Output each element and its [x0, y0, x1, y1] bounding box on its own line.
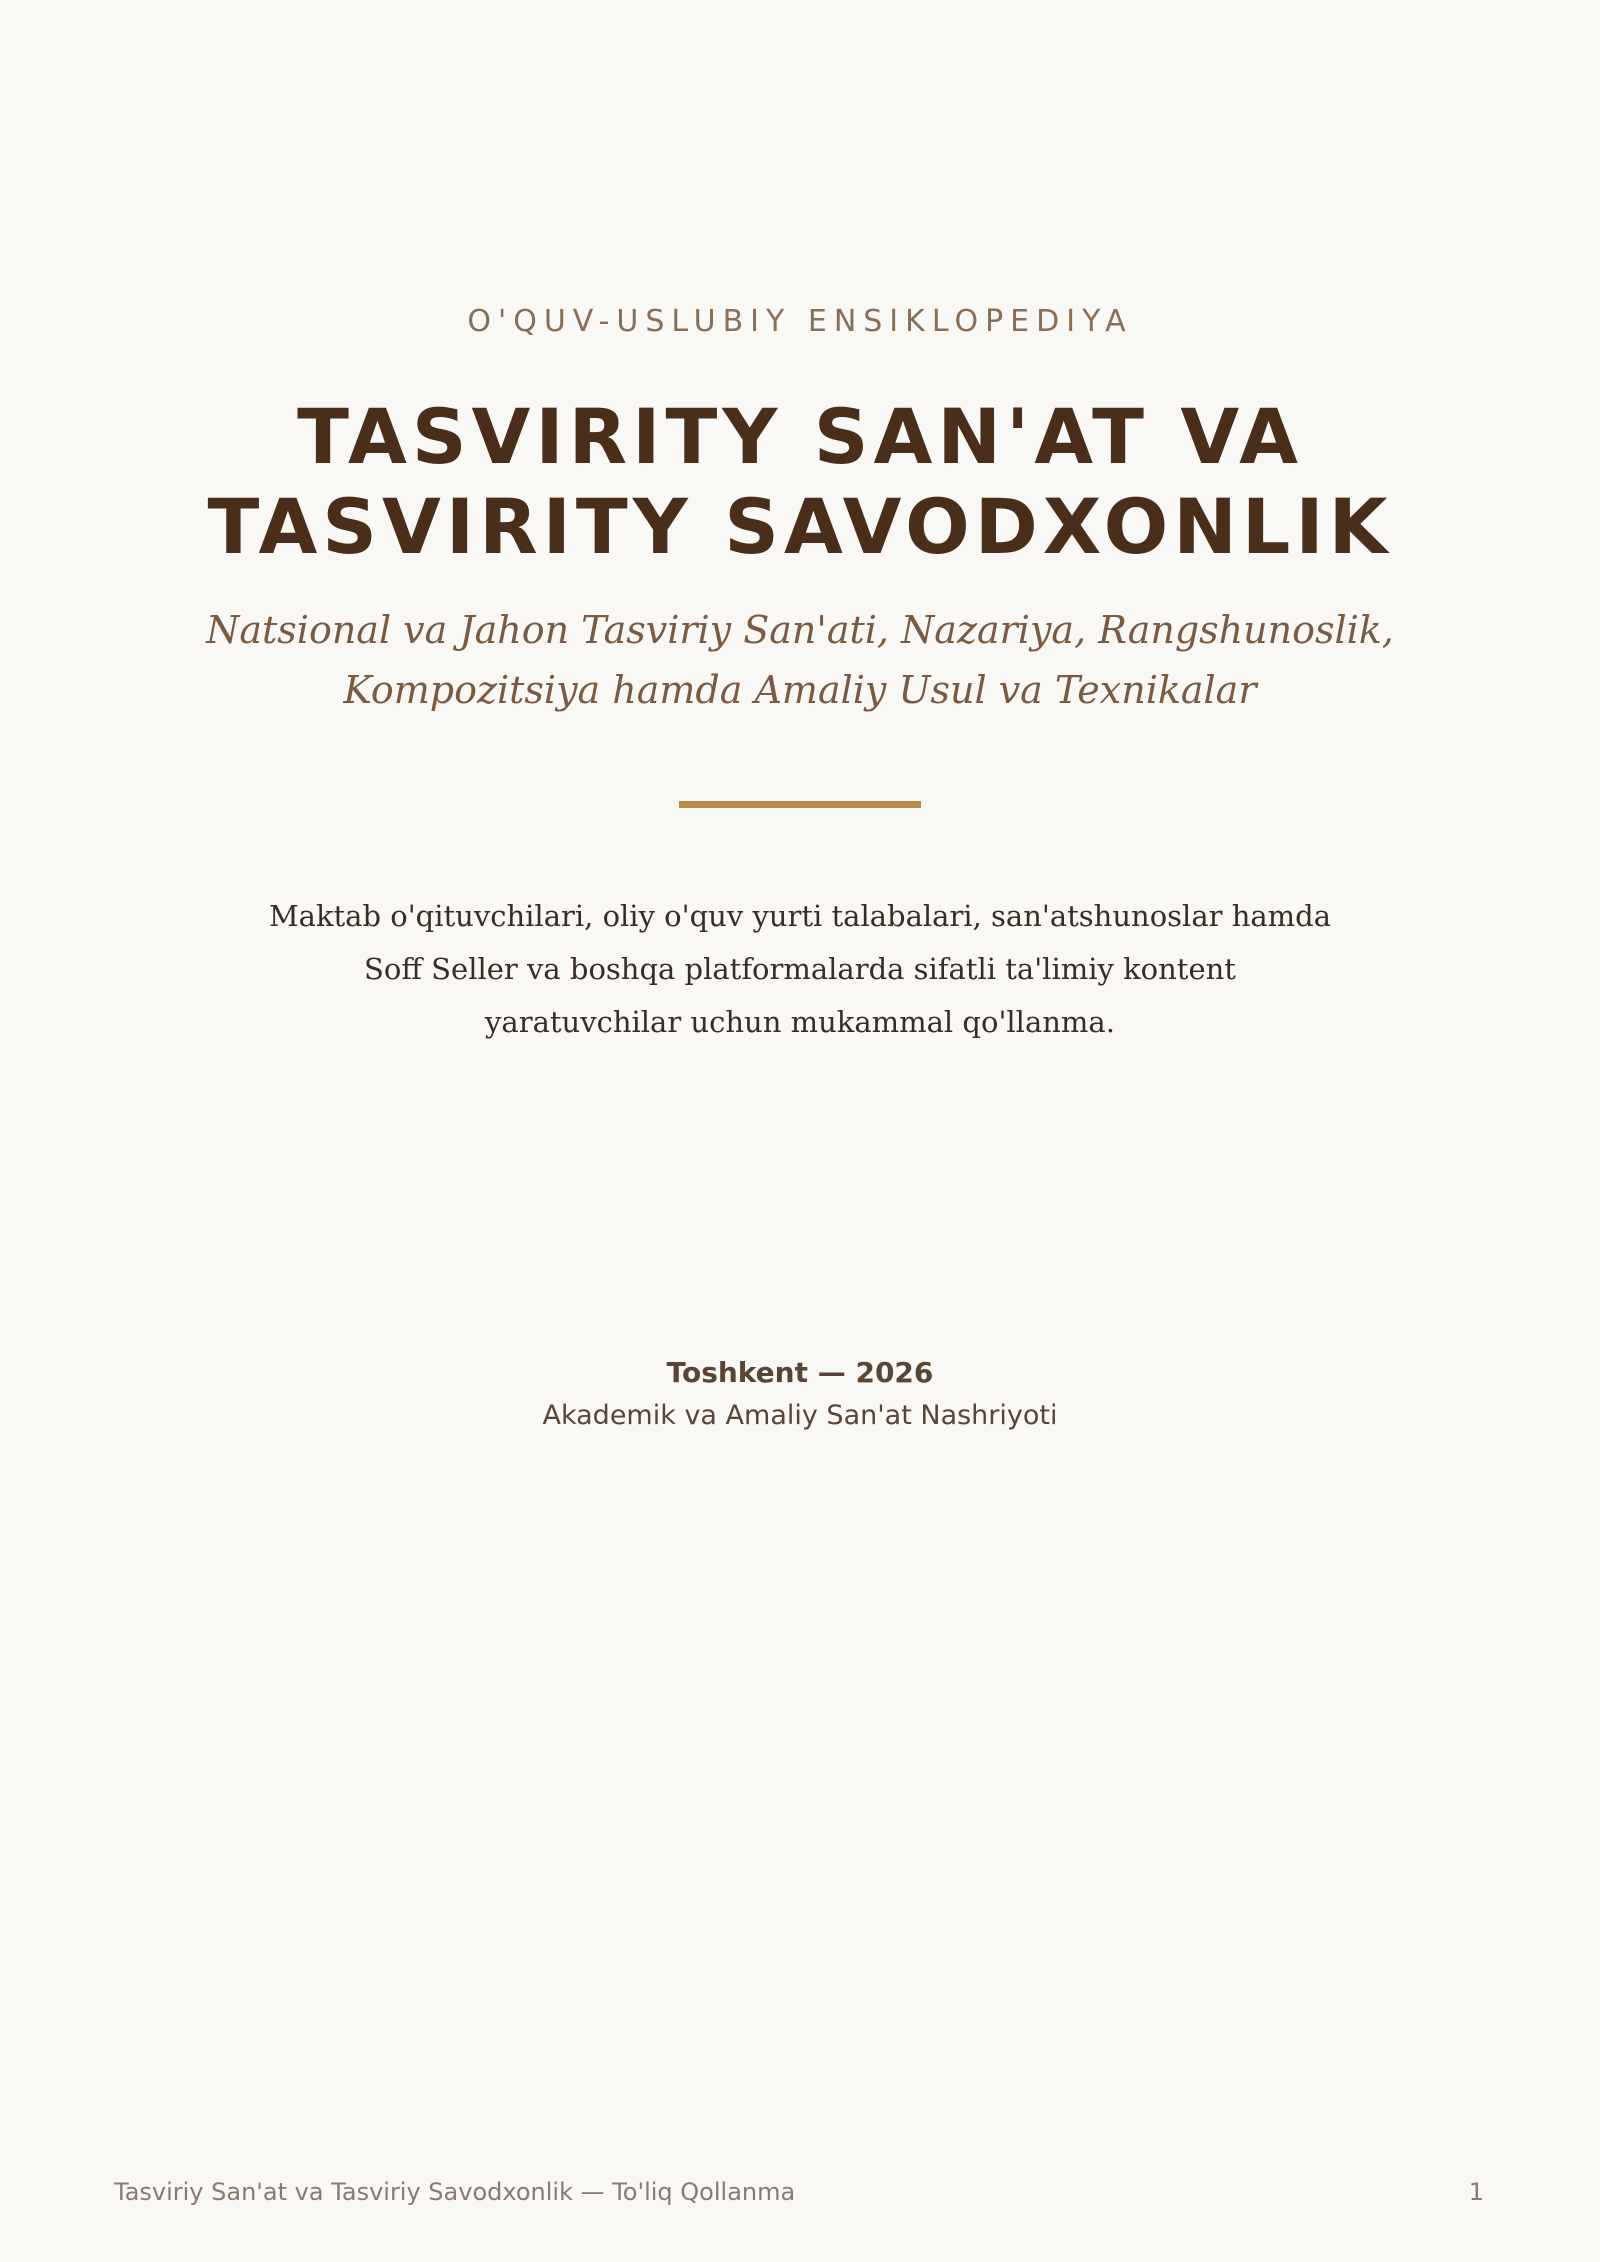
- publisher-name: Akademik va Amaliy San'at Nashriyoti: [542, 1400, 1058, 1431]
- cover-description-line: yaratuvchilar uchun mukammal qo'llanma.: [485, 1005, 1115, 1039]
- cover-subtitle-line: Natsional va Jahon Tasviriy San'ati, Nazariya, Rangshunoslik,: [206, 608, 1394, 652]
- cover-description-line: Maktab o'qituvchilari, oliy o'quv yurti talabalari, san'atshunoslar hamda: [268, 899, 1332, 933]
- cover-description-line: Soff Seller va boshqa platformalarda sifatli ta'limiy kontent: [364, 952, 1236, 986]
- cover-title-line: TASVIRITY SAVODXONLIK: [207, 482, 1393, 571]
- cover-description: [0, 890, 1600, 1049]
- place-and-year: Toshkent — 2026: [666, 1356, 934, 1389]
- cover-kicker: O'QUV-USLUBIY ENSIKLOPEDIYA: [467, 304, 1133, 339]
- footer-running-title: Tasviriy San'at va Tasviriy Savodxonlik — To'liq Qollanma: [114, 2178, 796, 2206]
- cover-title-line: TASVIRITY SAN'AT VA: [297, 392, 1303, 481]
- cover-subtitle: [0, 600, 1600, 720]
- cover-title: [0, 392, 1600, 572]
- cover-subtitle-line: Kompozitsiya hamda Amaliy Usul va Texnikalar: [343, 668, 1257, 712]
- footer-page-number: 1: [1468, 2178, 1484, 2206]
- accent-divider: [679, 801, 921, 808]
